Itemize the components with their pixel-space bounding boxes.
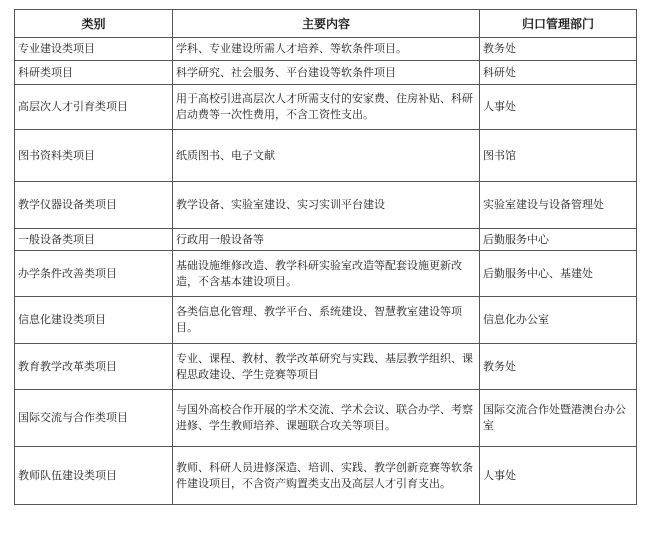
table-row bbox=[15, 390, 637, 447]
row-content: 用于高校引进高层次人才所需支付的安家费、住房补贴、科研启动费等一次性费用，不含工资性支出。 bbox=[173, 85, 480, 130]
row-category: 专业建设类项目 bbox=[15, 38, 173, 61]
row-content: 基础设施维修改造、教学科研实验室改造等配套设施更新改造，不含基本建设项目。 bbox=[173, 251, 480, 297]
project-category-table bbox=[14, 9, 637, 505]
row-category: 教学仪器设备类项目 bbox=[15, 182, 173, 229]
header-category: 类别 bbox=[15, 10, 173, 38]
row-department: 人事处 bbox=[480, 85, 637, 130]
table-row bbox=[15, 85, 637, 130]
table-row bbox=[15, 61, 637, 85]
row-content: 教师、科研人员进修深造、培训、实践、教学创新竞赛等软条件建设项目，不含资产购置类支出及高层人才引育支出。 bbox=[173, 447, 480, 505]
row-department: 教务处 bbox=[480, 38, 637, 61]
row-category: 科研类项目 bbox=[15, 61, 173, 85]
table-row bbox=[15, 229, 637, 251]
table-row bbox=[15, 447, 637, 505]
row-category: 教育教学改革类项目 bbox=[15, 344, 173, 390]
table-row bbox=[15, 251, 637, 297]
row-category: 一般设备类项目 bbox=[15, 229, 173, 251]
row-content: 学科、专业建设所需人才培养、等软条件项目。 bbox=[173, 38, 480, 61]
table-row bbox=[15, 182, 637, 229]
row-department: 国际交流合作处暨港澳台办公室 bbox=[480, 390, 637, 447]
row-category: 图书资料类项目 bbox=[15, 130, 173, 182]
table-row bbox=[15, 130, 637, 182]
table-row bbox=[15, 38, 637, 61]
row-category: 国际交流与合作类项目 bbox=[15, 390, 173, 447]
row-department: 后勤服务中心 bbox=[480, 229, 637, 251]
header-content: 主要内容 bbox=[173, 10, 480, 38]
row-category: 办学条件改善类项目 bbox=[15, 251, 173, 297]
row-department: 科研处 bbox=[480, 61, 637, 85]
table-header-row bbox=[15, 10, 637, 38]
row-content: 与国外高校合作开展的学术交流、学术会议、联合办学、考察进修、学生教师培养、课题联合攻关等项目。 bbox=[173, 390, 480, 447]
header-department: 归口管理部门 bbox=[480, 10, 637, 38]
row-department: 信息化办公室 bbox=[480, 297, 637, 344]
row-content: 各类信息化管理、教学平台、系统建设、智慧教室建设等项目。 bbox=[173, 297, 480, 344]
row-category: 教师队伍建设类项目 bbox=[15, 447, 173, 505]
row-department: 实验室建设与设备管理处 bbox=[480, 182, 637, 229]
table-row bbox=[15, 297, 637, 344]
row-department: 图书馆 bbox=[480, 130, 637, 182]
row-content: 教学设备、实验室建设、实习实训平台建设 bbox=[173, 182, 480, 229]
row-content: 专业、课程、教材、教学改革研究与实践、基层教学组织、课程思政建设、学生竞赛等项目 bbox=[173, 344, 480, 390]
row-content: 科学研究、社会服务、平台建设等软条件项目 bbox=[173, 61, 480, 85]
row-department: 后勤服务中心、基建处 bbox=[480, 251, 637, 297]
row-category: 信息化建设类项目 bbox=[15, 297, 173, 344]
row-category: 高层次人才引育类项目 bbox=[15, 85, 173, 130]
table-row bbox=[15, 344, 637, 390]
row-content: 行政用一般设备等 bbox=[173, 229, 480, 251]
row-department: 教务处 bbox=[480, 344, 637, 390]
row-department: 人事处 bbox=[480, 447, 637, 505]
row-content: 纸质图书、电子文献 bbox=[173, 130, 480, 182]
